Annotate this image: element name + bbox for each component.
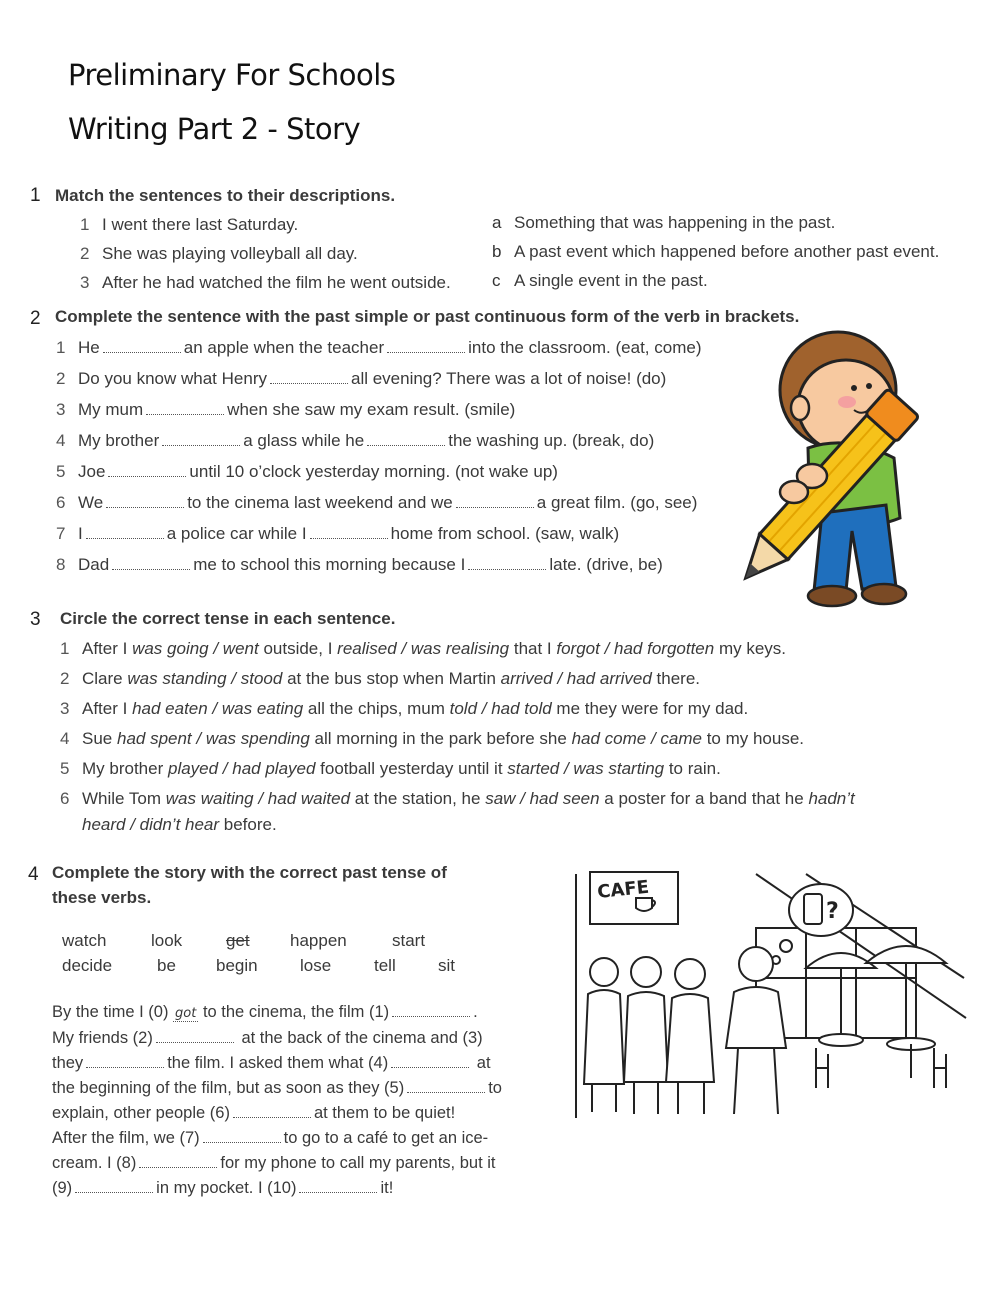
- section-4-heading: Complete the story with the correct past tense of: [52, 863, 447, 882]
- exercise-item: 5 Joe until 10 o’clock yesterday morning. (not wake up): [56, 462, 558, 481]
- cafe-sign-text: CAFE: [596, 876, 650, 903]
- exercise-item: 6 While Tom was waiting / had waited at the station, he saw / had seen a poster for a band that he hadn’t: [60, 789, 855, 808]
- match-sentence: 1 I went there last Saturday.: [80, 215, 299, 234]
- exercise-item-continued: heard / didn’t hear before.: [82, 815, 277, 834]
- verb-word: begin: [216, 956, 258, 975]
- verb-word: happen: [290, 931, 347, 950]
- answer-blank[interactable]: [162, 433, 240, 446]
- cafe-scene-illustration: [566, 868, 968, 1120]
- section-1-number: 1: [30, 185, 41, 206]
- exercise-item: 8 Dad me to school this morning because I late. (drive, be): [56, 555, 663, 574]
- verb-word: look: [151, 931, 183, 950]
- answer-blank[interactable]: [103, 340, 181, 353]
- verb-word: lose: [300, 956, 332, 975]
- verb-word-used: get: [226, 931, 250, 950]
- boy-with-pencil-illustration: [728, 328, 956, 612]
- section-1-heading: Match the sentences to their descriptions.: [55, 186, 396, 205]
- section-3-number: 3: [30, 609, 41, 630]
- answer-blank[interactable]: [106, 495, 184, 508]
- section-2-heading: Complete the sentence with the past simple or past continuous form of the verb in brackets.: [55, 307, 800, 326]
- answer-blank[interactable]: [75, 1180, 153, 1193]
- answer-blank[interactable]: [456, 495, 534, 508]
- exercise-item: 1 He an apple when the teacher into the classroom. (eat, come): [56, 338, 702, 357]
- exercise-item: 2 Clare was standing / stood at the bus stop when Martin arrived / had arrived there.: [60, 669, 701, 688]
- exercise-item: 7 I a police car while I home from school. (saw, walk): [56, 524, 620, 543]
- answer-blank[interactable]: [387, 340, 465, 353]
- match-description: c A single event in the past.: [492, 271, 708, 290]
- answer-blank[interactable]: [86, 1055, 164, 1068]
- answer-blank[interactable]: [86, 526, 164, 539]
- section-4-number: 4: [28, 864, 39, 885]
- answer-blank[interactable]: [299, 1180, 377, 1193]
- answer-blank[interactable]: [146, 402, 224, 415]
- verb-word: decide: [62, 956, 113, 975]
- exercise-item: 2 Do you know what Henry all evening? There was a lot of noise! (do): [56, 369, 667, 388]
- exercise-item: 4 My brother a glass while he the washing up. (break, do): [56, 431, 655, 450]
- match-sentence: 2 She was playing volleyball all day.: [80, 244, 358, 263]
- answer-blank[interactable]: [367, 433, 445, 446]
- answer-blank[interactable]: [112, 557, 190, 570]
- answer-blank[interactable]: [270, 371, 348, 384]
- match-sentence: 3 After he had watched the film he went outside.: [80, 273, 451, 292]
- exercise-item: 6 We to the cinema last weekend and we a great film. (go, see): [56, 493, 698, 512]
- exercise-item: 3 After I had eaten / was eating all the chips, mum told / had told me they were for my dad.: [60, 699, 749, 718]
- story-text: By the time I (0) got to the cinema, the film (1) . My friends (2) at the back of the cinema and (3) they the film. I asked them what (4) at the beginning of the film, but as soon as they (5) to explain, other people (6) at them to be quiet! After the film, we (7) to go to a café to get an ice- cream. I (8) for my phone to call my parents, but it (9) in my pocket. I (10) it!: [52, 1003, 502, 1197]
- example-answer: got: [175, 1006, 197, 1021]
- section-3-heading: Circle the correct tense in each sentence.: [60, 609, 396, 628]
- page-subtitle: Writing Part 2 - Story: [68, 112, 361, 146]
- match-description: a Something that was happening in the past.: [492, 213, 836, 232]
- answer-blank[interactable]: [156, 1030, 234, 1043]
- page-title: Preliminary For Schools: [68, 58, 396, 92]
- section-4-heading-line2: these verbs.: [52, 888, 152, 907]
- verb-word: watch: [62, 931, 107, 950]
- exercise-item: 4 Sue had spent / was spending all morning in the park before she had come / came to my house.: [60, 729, 805, 748]
- match-description: b A past event which happened before another past event.: [492, 242, 940, 261]
- answer-blank[interactable]: [108, 464, 186, 477]
- answer-blank[interactable]: [203, 1130, 281, 1143]
- answer-blank[interactable]: [310, 526, 388, 539]
- answer-blank[interactable]: [139, 1155, 217, 1168]
- verb-word: sit: [438, 956, 455, 975]
- answer-blank[interactable]: [468, 557, 546, 570]
- verb-word: be: [157, 956, 176, 975]
- svg-text:?: ?: [826, 899, 839, 924]
- verb-word: tell: [374, 956, 396, 975]
- exercise-item: 3 My mum when she saw my exam result. (smile): [56, 400, 516, 419]
- answer-blank[interactable]: [233, 1105, 311, 1118]
- answer-blank[interactable]: [407, 1080, 485, 1093]
- verb-word: start: [392, 931, 426, 950]
- section-2-number: 2: [30, 308, 41, 329]
- exercise-item: 1 After I was going / went outside, I realised / was realising that I forgot / had forgotten my keys.: [60, 639, 787, 658]
- answer-blank[interactable]: [392, 1004, 470, 1017]
- exercise-item: 5 My brother played / had played football yesterday until it started / was starting to rain.: [60, 759, 721, 778]
- answer-blank[interactable]: [391, 1055, 469, 1068]
